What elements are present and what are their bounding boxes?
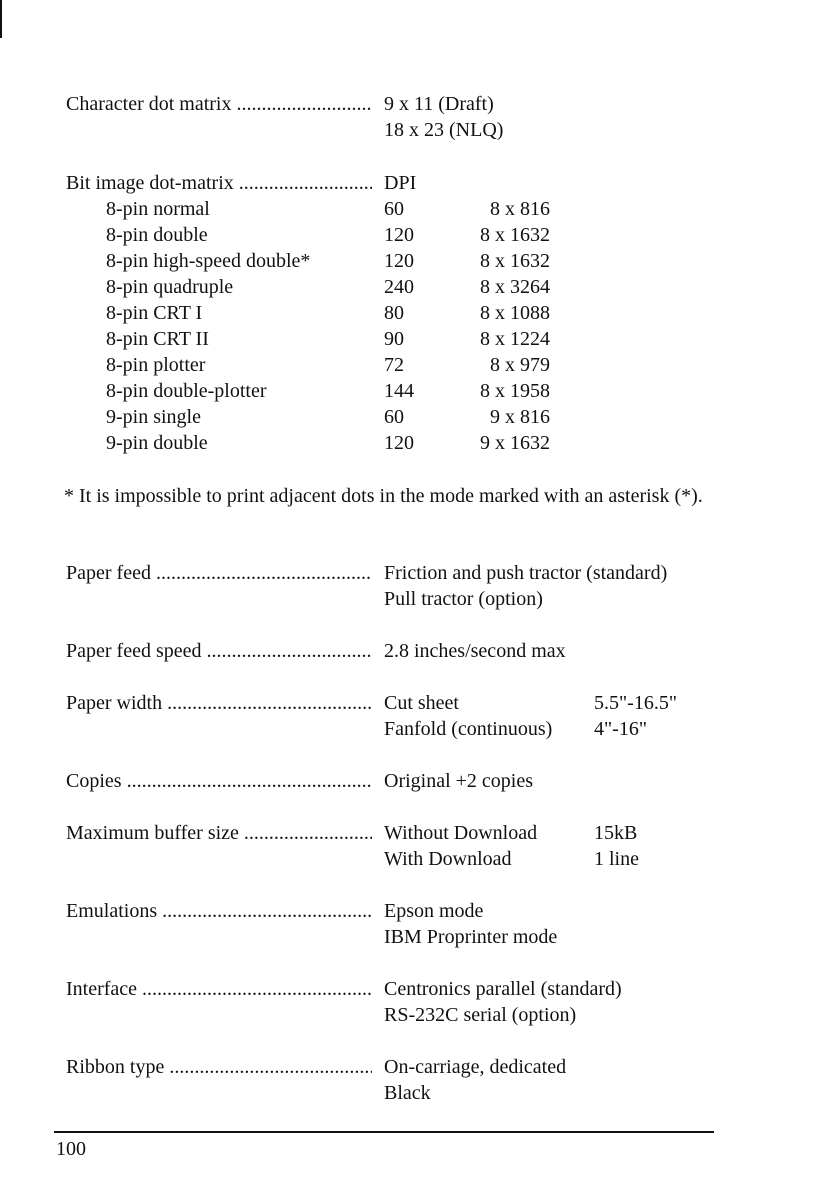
bit-image-dpi: 60 [384, 198, 404, 220]
spec-label-interface: Interface ..... [66, 976, 372, 1002]
bit-image-mode: 8-pin normal [106, 198, 210, 220]
spec-value-secondary: 15kB [594, 822, 638, 844]
bit-image-res: 8 x 1088 [480, 302, 550, 324]
bit-image-res: 8 x 1632 [480, 250, 550, 272]
bit-image-res: 8 x 1224 [480, 328, 550, 350]
spec-value: Original +2 copies [384, 770, 534, 792]
spec-value: Cut sheet [384, 692, 459, 714]
dpi-header: DPI [384, 172, 417, 194]
bit-image-mode: 8-pin CRT I [106, 302, 203, 324]
bit-image-res: 8 x 1958 [480, 380, 550, 402]
spec-value: Centronics parallel (standard) [384, 978, 622, 1000]
bit-image-mode: 8-pin double [106, 224, 208, 246]
bit-image-dpi: 240 [384, 276, 414, 298]
spec-label-ribbon-type: Ribbon type ..... [66, 1054, 372, 1080]
bit-image-dpi: 60 [384, 406, 404, 428]
bit-image-dpi: 120 [384, 250, 414, 272]
spec-value-secondary: 5.5"-16.5" [594, 692, 677, 714]
spec-value: Pull tractor (option) [384, 588, 543, 610]
spec-label-buffer-size: Maximum buffer size ..... [66, 820, 372, 846]
footer-rule [54, 1131, 714, 1133]
bit-image-mode: 9-pin double [106, 432, 208, 454]
asterisk-note: * It is impossible to print adjacent dots in the mode marked with an asterisk (*). [64, 485, 703, 507]
spec-value: Fanfold (continuous) [384, 718, 553, 740]
spec-value: 2.8 inches/second max [384, 640, 566, 662]
spec-value: Black [384, 1082, 431, 1104]
spec-value: Epson mode [384, 900, 484, 922]
bit-image-res: 9 x 816 [490, 406, 550, 428]
bit-image-dpi: 120 [384, 224, 414, 246]
bit-image-dpi: 144 [384, 380, 414, 402]
spec-label-character-dot-matrix: Character dot matrix ..... [66, 91, 372, 117]
spec-value-secondary: 4"-16" [594, 718, 647, 740]
bit-image-res: 9 x 1632 [480, 432, 550, 454]
bit-image-mode: 8-pin CRT II [106, 328, 209, 350]
bit-image-res: 8 x 816 [490, 198, 550, 220]
spec-label-paper-width: Paper width ..... [66, 690, 372, 716]
spec-label-paper-feed-speed: Paper feed speed ..... [66, 638, 372, 664]
bit-image-dpi: 120 [384, 432, 414, 454]
bit-image-dpi: 90 [384, 328, 404, 350]
spec-value: With Download [384, 848, 512, 870]
spec-label-paper-feed: Paper feed ..... [66, 560, 372, 586]
spec-label-copies: Copies ..... [66, 768, 372, 794]
bit-image-mode: 8-pin plotter [106, 354, 206, 376]
bit-image-dpi: 72 [384, 354, 404, 376]
page-number: 100 [56, 1138, 86, 1160]
bit-image-mode: 8-pin high-speed double* [106, 250, 311, 272]
bit-image-mode: 8-pin double-plotter [106, 380, 267, 402]
spec-label-emulations: Emulations ..... [66, 898, 372, 924]
scan-edge-mark [0, 0, 2, 38]
spec-value: 18 x 23 (NLQ) [384, 119, 504, 141]
spec-value: Friction and push tractor (standard) [384, 562, 668, 584]
spec-label-bit-image: Bit image dot-matrix ..... [66, 170, 372, 196]
bit-image-mode: 8-pin quadruple [106, 276, 234, 298]
bit-image-res: 8 x 1632 [480, 224, 550, 246]
spec-value: Without Download [384, 822, 538, 844]
spec-value: RS-232C serial (option) [384, 1004, 577, 1026]
bit-image-dpi: 80 [384, 302, 404, 324]
spec-value: IBM Proprinter mode [384, 926, 558, 948]
bit-image-mode: 9-pin single [106, 406, 201, 428]
spec-value-secondary: 1 line [594, 848, 639, 870]
bit-image-res: 8 x 979 [490, 354, 550, 376]
spec-value: On-carriage, dedicated [384, 1056, 567, 1078]
bit-image-res: 8 x 3264 [480, 276, 550, 298]
spec-value: 9 x 11 (Draft) [384, 93, 494, 115]
